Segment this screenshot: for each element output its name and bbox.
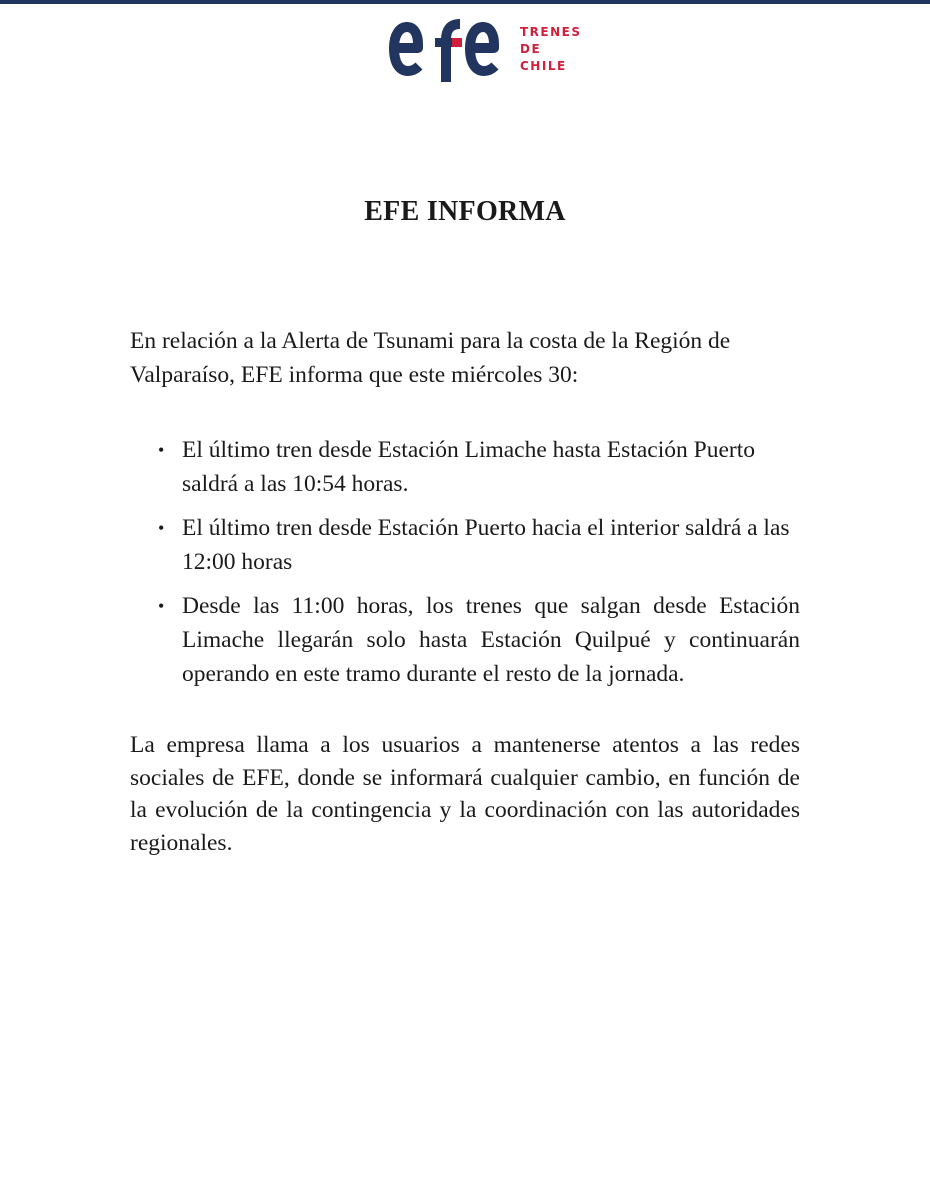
logo-tagline-line: TRENES [520,25,582,39]
efe-wordmark-logo [388,14,513,86]
list-item [158,589,800,691]
bullet-dot: • [158,440,165,460]
top-rule [0,0,930,4]
list-item-text: El último tren desde Estación Limache hasta Estación Puerto saldrá a las 10:54 horas. [182,437,755,497]
list-item-text: El último tren desde Estación Puerto hacia el interior saldrá a las 12:00 horas [182,515,790,575]
bullet-dot: • [158,596,165,616]
document-title: EFE INFORMA [364,196,566,227]
bullet-dot: • [158,518,165,538]
closing-paragraph: La empresa llama a los usuarios a mantenerse atentos a las redes sociales de EFE, donde se informará cualquier cambio, en función de la evolución de la contingencia y la coordinación con las autoridades regionales. [130,732,800,856]
logo-tagline [520,24,582,75]
list-item [158,433,800,501]
list-item-text: Desde las 11:00 horas, los trenes que salgan desde Estación Limache llegarán solo hasta Estación Quilpué y continuarán operando en este tramo durante el resto de la jornada. [182,593,800,687]
logo-tagline-line: DE [520,42,542,56]
intro-paragraph: En relación a la Alerta de Tsunami para la costa de la Región de Valparaíso, EFE informa que este miércoles 30: [130,328,731,388]
logo-tagline-line: CHILE [520,59,567,73]
schedule-list [158,433,800,701]
efe-logo [388,14,588,86]
list-item [158,511,800,579]
